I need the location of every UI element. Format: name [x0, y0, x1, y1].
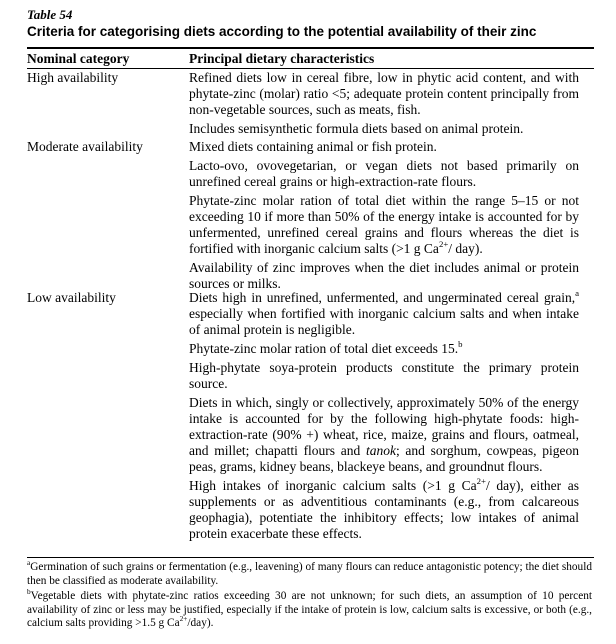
moderate-item-3: Phytate-zinc molar ration of total diet within the range 5–15 or not exceeding 10 if more than 50% of the energy intake is accounted for by unfermented, unrefined cereal grains and flours whereas the diet is fortified with inorganic calcium salts (>1 g $Ca^{2+}/$ day). — [189, 193, 579, 256]
footnote-a: $^a$Germination of such grains or fermentation (e.g., leavening) of many flours can reduce antagonistic potency; the diet should then be classified as moderate availability. — [27, 557, 592, 587]
characteristics-high — [189, 70, 579, 140]
high-item-2: Includes semisynthetic formula diets based on animal protein. — [189, 121, 524, 136]
low-item-2: Phytate-zinc molar ration of total diet exceeds 15.$^b$ — [189, 338, 463, 356]
category-moderate: Moderate availability — [27, 139, 143, 154]
footnotes — [27, 557, 592, 633]
table-label: Table 54 — [27, 7, 73, 22]
top-rule — [27, 47, 594, 49]
category-low: Low availability — [27, 290, 116, 305]
low-item-1: Diets high in unrefined, unfermented, and ungerminated cereal grain,$^a$ especially when fortified with inorganic calcium salts and when intake of animal protein is negligible. — [189, 287, 579, 337]
low-item-3: High-phytate soya-protein products constitute the primary protein source. — [189, 360, 579, 391]
category-high: High availability — [27, 70, 119, 85]
header-rule — [27, 68, 594, 69]
moderate-item-2: Lacto-ovo, ovovegetarian, or vegan diets not based primarily on unrefined cereal grains or high-extraction-rate flours. — [189, 158, 579, 189]
low-item-4: Diets in which, singly or collectively, approximately 50% of the energy intake is accounted for by the following high-phytate foods: high-extraction-rate (90% +) wheat, rice, maize, grains and flours, oatmeal, and millet; chapatti flours and tanok; and sorghum, cowpeas, pigeon peas, grams, kidney beans, blackeye beans, and groundnut flours. — [189, 395, 579, 474]
characteristics-low — [189, 287, 580, 545]
high-item-1: Refined diets low in cereal fibre, low in phytic acid content, and with phytate-zinc (molar) ratio <5; adequate protein content principally from non-vegetable sources, such as meats, fish. — [189, 70, 579, 117]
moderate-item-1: Mixed diets containing animal or fish protein. — [189, 139, 437, 154]
table-title: Criteria for categorising diets according to the potential availability of their zinc — [27, 24, 537, 39]
header-nominal-category: Nominal category — [27, 51, 130, 66]
moderate-item-4: Availability of zinc improves when the diet includes animal or protein sources or milks. — [189, 260, 579, 291]
footnote-b: $^b$Vegetable diets with phytate-zinc ratios exceeding 30 are not unknown; for such diets, an assumption of 10 percent availability of zinc or less may be justified, especially if the intake of protein is low, calcium salts is excessive, or both (e.g., calcium salts providing >1.5 g $Ca^{2+}/day$). — [27, 586, 592, 629]
bottom-rule — [27, 557, 594, 558]
header-principal-characteristics: Principal dietary characteristics — [189, 51, 375, 66]
characteristics-moderate — [189, 139, 579, 295]
low-item-5: High intakes of inorganic calcium salts (>1 g $Ca^{2+}/$ day), either as supplements or as adventitious contaminants (e.g., from calcareous geophagia), potentiate the inhibitory effects; low intakes of animal protein exacerbate these effects. — [189, 475, 580, 541]
